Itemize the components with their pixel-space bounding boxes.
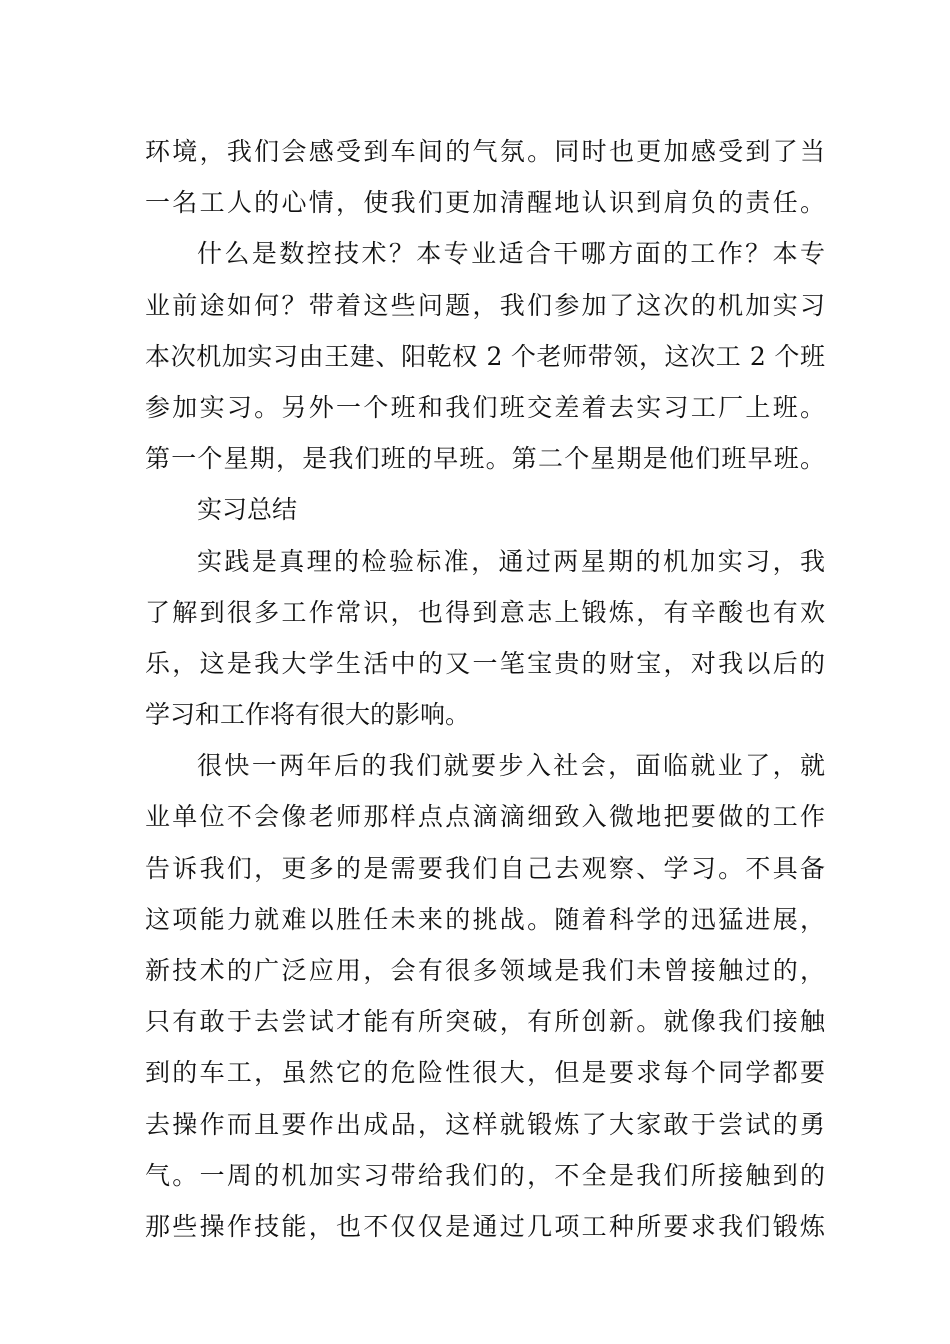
text-line: 一名工人的心情，使我们更加清醒地认识到肩负的责任。 <box>145 188 825 218</box>
text-line: 乐，这是我大学生活中的又一笔宝贵的财宝，对我以后的 <box>145 648 825 678</box>
text-line: 新技术的广泛应用，会有很多领域是我们未曾接触过的， <box>145 956 825 985</box>
text-line: 很快一两年后的我们就要步入社会，面临就业了，就 <box>197 751 825 781</box>
text-line: 本次机加实习由王建、阳乾权 2 个老师带领，这次工 2 个班 <box>145 341 825 371</box>
text-line: 只有敢于去尝试才能有所突破，有所创新。就像我们接触 <box>145 1007 825 1037</box>
text-line: 实践是真理的检验标准，通过两星期的机加实习，我 <box>197 546 825 576</box>
text-line: 这项能力就难以胜任未来的挑战。随着科学的迅猛进展， <box>145 904 825 934</box>
text-line: 业单位不会像老师那样点点滴滴细致入微地把要做的工作 <box>145 802 825 832</box>
section-heading: 实习总结 <box>197 495 298 525</box>
text-line: 环境，我们会感受到车间的气氛。同时也更加感受到了当 <box>145 137 825 166</box>
text-line: 业前途如何？带着这些问题，我们参加了这次的机加实习 <box>145 290 825 320</box>
text-line: 去操作而且要作出成品，这样就锻炼了大家敢于尝试的勇 <box>145 1109 825 1139</box>
text-line: 告诉我们，更多的是需要我们自己去观察、学习。不具备 <box>145 853 825 883</box>
text-line: 什么是数控技术？本专业适合干哪方面的工作？本专 <box>197 239 825 269</box>
text-line: 参加实习。另外一个班和我们班交差着去实习工厂上班。 <box>145 392 825 422</box>
text-line: 了解到很多工作常识，也得到意志上锻炼，有辛酸也有欢 <box>145 597 825 627</box>
text-line: 学习和工作将有很大的影响。 <box>145 700 471 730</box>
document-body <box>145 126 825 1252</box>
text-line: 那些操作技能，也不仅仅是通过几项工种所要求我们锻炼 <box>145 1211 825 1241</box>
text-line: 气。一周的机加实习带给我们的，不全是我们所接触到的 <box>145 1160 825 1190</box>
text-line: 第一个星期，是我们班的早班。第二个星期是他们班早班。 <box>145 444 825 474</box>
text-line: 到的车工，虽然它的危险性很大，但是要求每个同学都要 <box>145 1058 825 1088</box>
